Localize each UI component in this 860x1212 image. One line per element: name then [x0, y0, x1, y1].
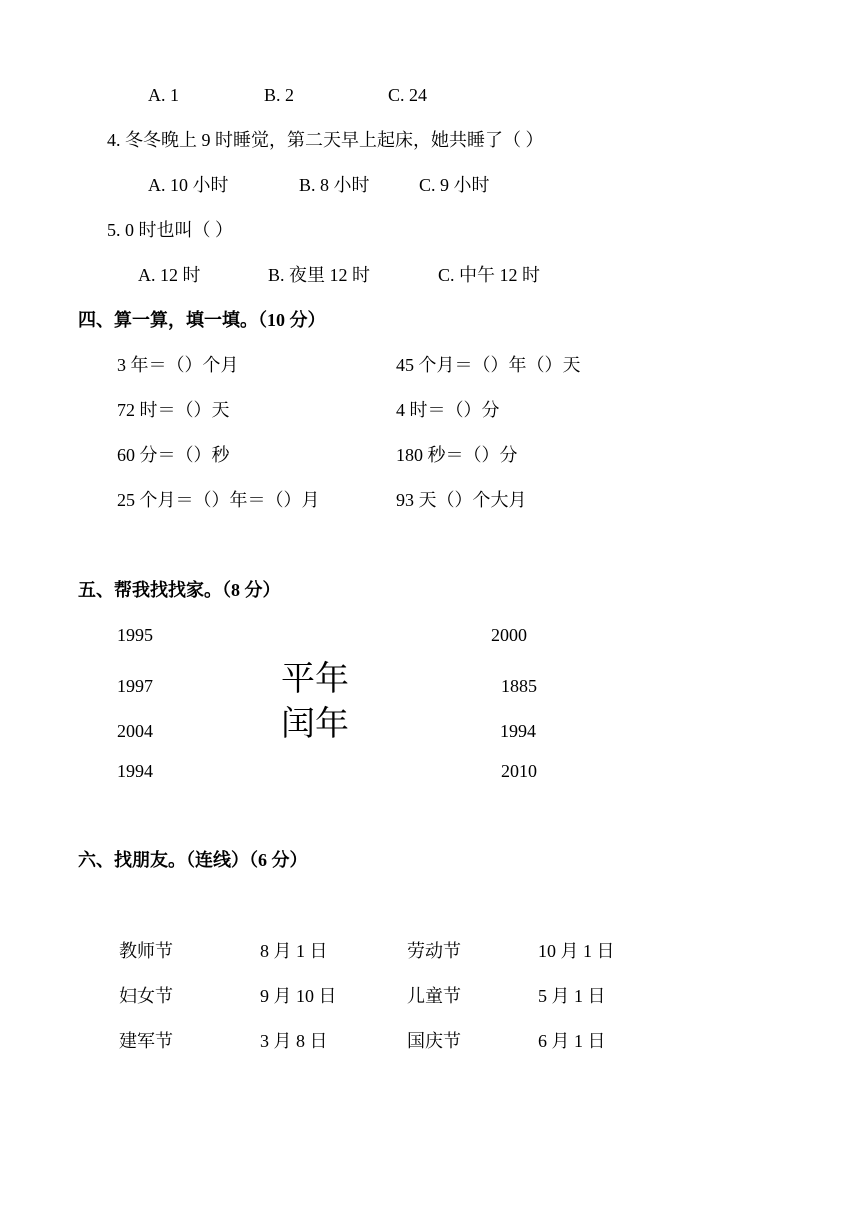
q3-option-a: A. 1 — [148, 85, 179, 105]
holiday-name: 建军节 — [119, 1031, 173, 1051]
holiday-date: 6 月 1 日 — [538, 1031, 606, 1051]
year-item-right: 2010 — [501, 761, 537, 781]
section-5-heading: 五、帮我找找家。（8 分） — [78, 580, 281, 600]
q4-option-b: B. 8 小时 — [299, 175, 370, 195]
holiday-name: 教师节 — [119, 941, 173, 961]
q5-option-b: B. 夜里 12 时 — [268, 265, 371, 285]
year-item-left: 1997 — [117, 676, 153, 696]
holiday-name: 妇女节 — [119, 986, 173, 1006]
conversion-item: 45 个月＝（）年（）天 — [396, 355, 581, 375]
q3-option-b: B. 2 — [264, 85, 295, 105]
category-leap-year: 闰年 — [281, 704, 349, 744]
holiday-date: 3 月 8 日 — [260, 1031, 328, 1051]
conversion-item: 60 分＝（）秒 — [117, 445, 230, 465]
q4-stem: 4. 冬冬晚上 9 时睡觉，第二天早上起床，她共睡了（ ） — [107, 130, 544, 150]
conversion-item: 93 天（）个大月 — [396, 490, 527, 510]
category-common-year: 平年 — [281, 659, 349, 699]
year-item-right: 1885 — [501, 676, 537, 696]
year-item-left: 2004 — [117, 721, 153, 741]
q5-stem: 5. 0 时也叫（ ） — [107, 220, 233, 240]
year-item-right: 1994 — [500, 721, 536, 741]
q3-option-c: C. 24 — [388, 85, 428, 105]
year-item-right: 2000 — [491, 625, 527, 645]
holiday-name: 劳动节 — [407, 941, 461, 961]
holiday-date: 8 月 1 日 — [260, 941, 328, 961]
conversion-item: 180 秒＝（）分 — [396, 445, 518, 465]
section-4-heading: 四、算一算，填一填。（10 分） — [78, 310, 326, 330]
conversion-item: 72 时＝（）天 — [117, 400, 230, 420]
section-6-heading: 六、找朋友。（连线）（6 分） — [78, 850, 308, 870]
holiday-date: 5 月 1 日 — [538, 986, 606, 1006]
conversion-item: 3 年＝（）个月 — [117, 355, 239, 375]
year-item-left: 1994 — [117, 761, 153, 781]
holiday-name: 儿童节 — [407, 986, 461, 1006]
year-item-left: 1995 — [117, 625, 153, 645]
holiday-date: 10 月 1 日 — [538, 941, 615, 961]
q4-option-a: A. 10 小时 — [148, 175, 229, 195]
holiday-date: 9 月 10 日 — [260, 986, 337, 1006]
conversion-item: 4 时＝（）分 — [396, 400, 500, 420]
q4-option-c: C. 9 小时 — [419, 175, 490, 195]
holiday-name: 国庆节 — [407, 1031, 461, 1051]
q5-option-c: C. 中午 12 时 — [438, 265, 541, 285]
conversion-item: 25 个月＝（）年＝（）月 — [117, 490, 320, 510]
q5-option-a: A. 12 时 — [138, 265, 201, 285]
